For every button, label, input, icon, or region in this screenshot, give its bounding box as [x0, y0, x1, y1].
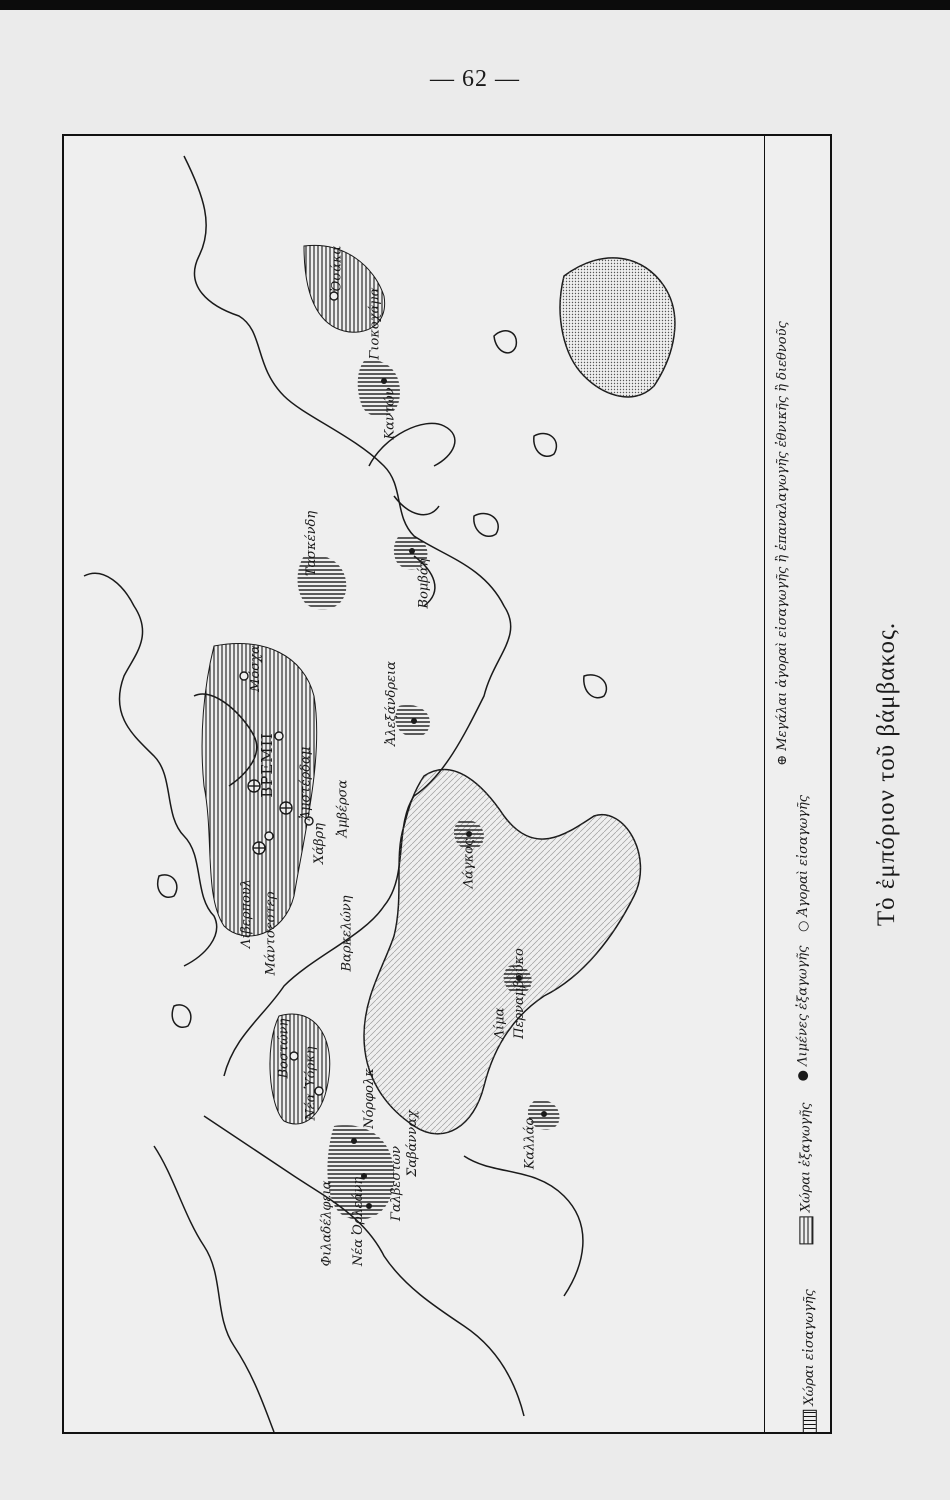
- label-boston: Βοστώνη: [276, 1018, 292, 1079]
- port-bombay: [409, 548, 415, 554]
- legend-import-countries: Χώραι εἰσαγωγῆς: [802, 1289, 817, 1434]
- label-havre: Χάβρη: [311, 823, 327, 864]
- market-liverpool: [265, 832, 273, 840]
- port-lagos: [466, 831, 472, 837]
- label-yokohama: Γιοκοχάμα: [367, 287, 383, 360]
- legend-major-market-icon: ⊕: [774, 754, 790, 766]
- label-manchester: Μάντσεστερ: [263, 891, 279, 976]
- map-caption: Τὸ ἐμπόριον τοῦ βάμβακος.: [873, 621, 901, 927]
- label-pernambuco: Περναμβούκο: [511, 948, 527, 1039]
- major-market-manchester: [253, 842, 265, 854]
- market-osaka: [330, 292, 338, 300]
- label-lima: Λίμα: [492, 1007, 508, 1040]
- label-savannah: Σαβάνναχ: [404, 1110, 420, 1177]
- label-bombay: Βομβάη: [416, 558, 432, 609]
- page-top-edge: [0, 0, 950, 10]
- world-map: [64, 136, 830, 1432]
- legend-export-swatch: [799, 1216, 813, 1244]
- legend-strip: [764, 136, 831, 1432]
- label-nea-orleanis: Νέα Ὀρλεάνη: [351, 1176, 367, 1267]
- world-map-frame: [62, 134, 832, 1434]
- legend-port-dot-icon: ●: [795, 1070, 811, 1082]
- market-bremen: [275, 732, 283, 740]
- label-philadelphia: Φιλαδέλφεια: [319, 1180, 335, 1267]
- port-alexandria: [411, 718, 417, 724]
- label-tashkent: Τασκένδη: [304, 510, 320, 577]
- label-antwerp: Ἀμβέρσα: [335, 779, 351, 838]
- legend-export-ports: ● Λιμένες ἐξαγωγῆς: [795, 945, 811, 1082]
- label-kallao: Καλλάο: [522, 1117, 538, 1170]
- label-alexandria: Ἀλεξάνδρεια: [383, 661, 399, 746]
- port-kanton: [381, 378, 387, 384]
- page-number: — 62 —: [430, 66, 520, 92]
- label-galveston: Γαλβεστων: [389, 1145, 405, 1222]
- label-kanton: Καντών: [382, 387, 398, 440]
- label-liverpool: Λίβερπουλ: [239, 878, 255, 949]
- label-amsterdam: Ἀμστέρδαμ: [298, 746, 314, 821]
- label-norfolk: Νόρφολκ: [361, 1068, 377, 1129]
- legend-market-circle-icon: ○: [796, 920, 812, 933]
- label-new-york: Νέα Ὑόρκη: [303, 1046, 319, 1121]
- legend-export-countries: Χώραι ἐξαγωγῆς: [798, 1103, 813, 1245]
- legend-import-swatch: [802, 1410, 816, 1434]
- label-barcelona: Βαρκελώνη: [339, 895, 355, 972]
- label-mosxa: Μόσχα: [247, 645, 263, 692]
- major-market-antwerp: [280, 802, 292, 814]
- port-savannah: [366, 1203, 372, 1209]
- label-lagos: Λάγκος: [461, 838, 477, 889]
- label-bremen: ΒΡΕΜΗ: [257, 732, 276, 798]
- port-galveston: [351, 1138, 357, 1144]
- legend-import-markets: ○ Ἀγοραὶ εἰσαγωγῆς: [796, 794, 812, 933]
- australia-region: [560, 258, 675, 397]
- market-mosxa: [240, 672, 248, 680]
- label-osaka: Ὀσάκα: [329, 245, 345, 292]
- port-kallao: [541, 1111, 547, 1117]
- legend-major-markets: ⊕ Μεγάλαι ἀγοραὶ εἰσαγωγῆς ἢ ἐπαναλαγωγῆς ἐθνικῆς ἢ διεθνοῦς: [774, 321, 790, 766]
